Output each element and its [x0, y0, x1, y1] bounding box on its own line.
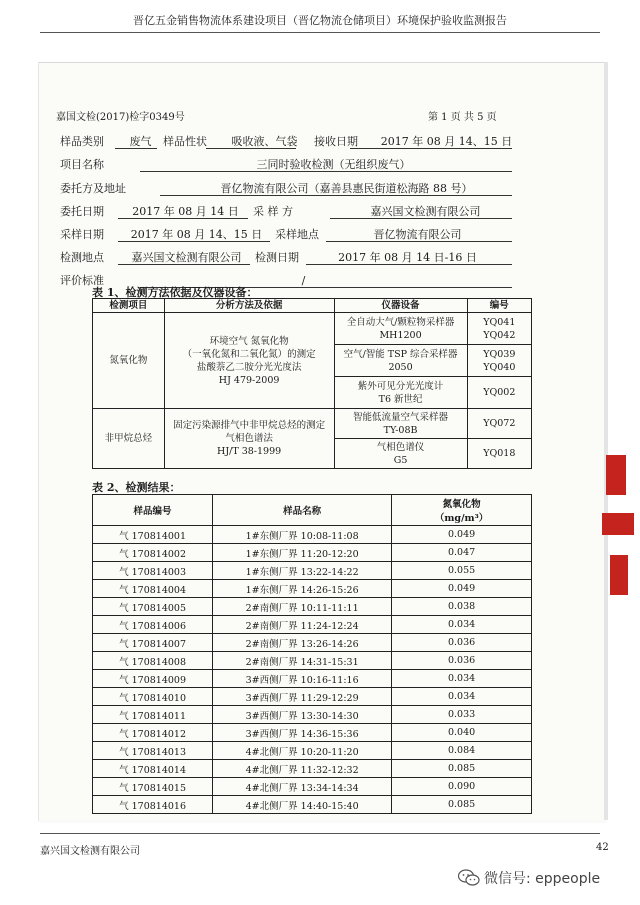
nox-value-cell: 0.040: [392, 724, 532, 742]
sample-id-cell: 气 170814015: [93, 778, 213, 796]
nox-value-cell: 0.034: [392, 670, 532, 688]
table-row: [93, 580, 532, 598]
t2-header-nox: [392, 495, 532, 526]
equipment-id: YQ041: [483, 316, 516, 328]
t1-equipment: [334, 409, 467, 439]
sample-id-cell: 气 170814013: [93, 742, 213, 760]
document-number: 嘉国文检(2017)检字0349号: [56, 112, 185, 123]
sample-name-cell: 4#北侧厂界 13:34-14:34: [213, 778, 392, 796]
nox-value-cell: 0.085: [392, 796, 532, 814]
sample-name-cell: 3#西侧厂界 13:30-14:30: [213, 706, 392, 724]
page-count: 第 1 页 共 5 页: [428, 112, 497, 123]
value-sampling-site: 晋亿物流有限公司: [373, 228, 462, 241]
wechat-watermark: [458, 868, 600, 888]
value-receive-date: 2017 年 08 月 14、15 日: [380, 135, 513, 148]
t1-equipment-id: YQ002: [467, 377, 531, 409]
equipment-id: YQ040: [483, 361, 516, 373]
equipment-name: 智能低流量空气采样器: [353, 411, 449, 423]
nox-value-cell: 0.049: [392, 580, 532, 598]
table-row: [93, 796, 532, 814]
value-sampling-date: 2017 年 08 月 14、15 日: [130, 228, 263, 241]
t2-header-sample-name: 样品名称: [213, 495, 392, 526]
sample-id-cell: 气 170814016: [93, 796, 213, 814]
red-seal-fragment: [600, 455, 640, 600]
method-line: 环境空气 氮氧化物: [209, 335, 289, 347]
t1-method-nox: [164, 313, 334, 409]
results-table-body: [93, 526, 532, 814]
equipment-model: T6 新世纪: [378, 393, 423, 405]
nox-value-cell: 0.038: [392, 598, 532, 616]
label-sampling-date: 采样日期: [60, 228, 104, 241]
table-row: [93, 778, 532, 796]
label-project: 项目名称: [60, 158, 104, 171]
t1-header-id: 编号: [467, 299, 531, 313]
method-line: 固定污染源排气中非甲烷总烃的测定: [173, 420, 326, 431]
t1-item-nox: 氮氧化物: [93, 313, 165, 409]
method-line: 盐酸萘乙二胺分光光度法: [196, 361, 302, 373]
equipment-model: 2050: [388, 361, 413, 373]
equipment-model: MH1200: [379, 329, 422, 341]
value-standard: /: [301, 274, 306, 287]
watermark-text: 微信号: eppeople: [484, 871, 601, 887]
method-line: HJ 479-2009: [218, 374, 280, 386]
sample-name-cell: 1#东侧厂界 14:26-15:26: [213, 580, 392, 598]
sample-name-cell: 1#东侧厂界 10:08-11:08: [213, 526, 392, 544]
value-test-site: 嘉兴国文检测有限公司: [131, 251, 242, 264]
t1-equipment-id: YQ018: [467, 439, 531, 469]
nox-value-cell: 0.055: [392, 562, 532, 580]
sample-id-cell: 气 170814003: [93, 562, 213, 580]
table-row: [93, 562, 532, 580]
sample-id-cell: 气 170814009: [93, 670, 213, 688]
t1-equipment-id: [467, 345, 531, 377]
nox-value-cell: 0.084: [392, 742, 532, 760]
t2-header-sample-id: 样品编号: [93, 495, 213, 526]
sample-id-cell: 气 170814007: [93, 634, 213, 652]
sample-id-cell: 气 170814011: [93, 706, 213, 724]
equipment-name: 全自动大气/颗粒物采样器: [346, 316, 455, 328]
equipment-name: 空气/智能 TSP 综合采样器: [343, 348, 458, 360]
sample-name-cell: 1#东侧厂界 13:22-14:22: [213, 562, 392, 580]
table-row: [93, 760, 532, 778]
table-row: [93, 598, 532, 616]
nox-value-cell: 0.033: [392, 706, 532, 724]
t1-method-nmhc: [164, 409, 334, 469]
t1-equipment: [334, 377, 467, 409]
sample-name-cell: 4#北侧厂界 14:40-15:40: [213, 796, 392, 814]
table-row: [93, 544, 532, 562]
table-row: [93, 616, 532, 634]
equipment-name: 气相色谱仪: [376, 441, 425, 453]
label-sample-type: 样品类别: [60, 135, 104, 148]
t1-equipment-id: [467, 313, 531, 345]
sample-name-cell: 3#西侧厂界 11:29-12:29: [213, 688, 392, 706]
equipment-id: YQ039: [483, 348, 516, 360]
equipment-model: TY-08B: [383, 424, 418, 436]
label-commission-date: 委托日期: [60, 205, 104, 218]
equipment-id: YQ042: [483, 329, 516, 341]
table-row: [93, 634, 532, 652]
results-table: [92, 494, 532, 814]
nox-value-cell: 0.085: [392, 760, 532, 778]
scan-edge: [604, 62, 608, 820]
equipment-model: G5: [393, 454, 408, 466]
sample-id-cell: 气 170814012: [93, 724, 213, 742]
value-project: 三同时验收检测（无组织废气）: [256, 158, 411, 171]
sample-name-cell: 3#西侧厂界 10:16-11:16: [213, 670, 392, 688]
table-row: [93, 652, 532, 670]
label-sampling-site: 采样地点: [275, 228, 319, 241]
t2-header-nox-label: 氮氧化物: [442, 499, 481, 510]
nox-value-cell: 0.034: [392, 616, 532, 634]
nox-value-cell: 0.034: [392, 688, 532, 706]
label-client: 委托方及地址: [60, 182, 126, 195]
sample-id-cell: 气 170814002: [93, 544, 213, 562]
nox-value-cell: 0.036: [392, 634, 532, 652]
sample-id-cell: 气 170814014: [93, 760, 213, 778]
method-line: 气相色谱法: [225, 433, 273, 444]
sample-name-cell: 3#西侧厂界 14:36-15:36: [213, 724, 392, 742]
sample-name-cell: 2#南侧厂界 13:26-14:26: [213, 634, 392, 652]
label-sampler: 采 样 方: [253, 205, 293, 218]
sample-name-cell: 1#东侧厂界 11:20-12:20: [213, 544, 392, 562]
nox-value-cell: 0.047: [392, 544, 532, 562]
footer-company: 嘉兴国文检测有限公司: [40, 846, 140, 857]
table-row: [93, 742, 532, 760]
sample-name-cell: 2#南侧厂界 11:24-12:24: [213, 616, 392, 634]
value-commission-date: 2017 年 08 月 14 日: [132, 205, 239, 218]
table2-title: 表 2、检测结果：: [92, 481, 181, 494]
t1-header-equipment: 仪器设备: [334, 299, 467, 313]
method-line: HJ/T 38-1999: [217, 446, 282, 457]
sample-name-cell: 2#南侧厂界 14:31-15:31: [213, 652, 392, 670]
sample-id-cell: 气 170814001: [93, 526, 213, 544]
value-sampler: 嘉兴国文检测有限公司: [370, 205, 481, 218]
label-sample-nature: 样品性状: [163, 135, 207, 148]
label-test-site: 检测地点: [60, 251, 104, 264]
sample-id-cell: 气 170814005: [93, 598, 213, 616]
table-row: [93, 670, 532, 688]
t1-header-item: 检测项目: [93, 299, 165, 313]
label-test-date: 检测日期: [255, 251, 299, 264]
footer-page-number: 42: [596, 842, 609, 853]
header-divider: [40, 32, 600, 33]
sample-name-cell: 2#南侧厂界 10:11-11:11: [213, 598, 392, 616]
t1-equipment-id: YQ072: [467, 409, 531, 439]
table-row: [93, 688, 532, 706]
table1-title: 表 1、检测方法依据及仪器设备：: [92, 286, 258, 299]
value-test-date: 2017 年 08 月 14 日-16 日: [338, 251, 477, 264]
sample-id-cell: 气 170814006: [93, 616, 213, 634]
t1-equipment: [334, 439, 467, 469]
t1-equipment: [334, 313, 467, 345]
value-sample-nature: 吸收液、气袋: [231, 135, 298, 148]
methods-equipment-table: [92, 298, 532, 469]
value-client: 晋亿物流有限公司（嘉善县惠民街道松海路 88 号）: [220, 182, 473, 195]
footer-divider: [40, 833, 600, 834]
t1-header-method: 分析方法及依据: [164, 299, 334, 313]
label-receive-date: 接收日期: [314, 135, 358, 148]
method-line: （一氧化氮和二氧化氮）的测定: [182, 348, 316, 360]
sample-id-cell: 气 170814010: [93, 688, 213, 706]
sample-name-cell: 4#北侧厂界 11:32-12:32: [213, 760, 392, 778]
nox-value-cell: 0.049: [392, 526, 532, 544]
t1-equipment: [334, 345, 467, 377]
wechat-icon: [458, 869, 480, 887]
page-header: 晋亿五金销售物流体系建设项目（晋亿物流仓储项目）环境保护验收监测报告: [133, 14, 507, 27]
table-row: [93, 526, 532, 544]
label-standard: 评价标准: [60, 274, 104, 287]
table-row: [93, 724, 532, 742]
sample-id-cell: 气 170814008: [93, 652, 213, 670]
t1-item-nmhc: 非甲烷总烃: [93, 409, 165, 469]
table-row: [93, 706, 532, 724]
equipment-name: 紫外可见分光光度计: [357, 380, 444, 392]
sample-name-cell: 4#北侧厂界 10:20-11:20: [213, 742, 392, 760]
nox-value-cell: 0.090: [392, 778, 532, 796]
sample-id-cell: 气 170814004: [93, 580, 213, 598]
value-sample-type: 废气: [129, 135, 152, 148]
t2-header-nox-unit: （mg/m³）: [434, 513, 489, 524]
nox-value-cell: 0.036: [392, 652, 532, 670]
